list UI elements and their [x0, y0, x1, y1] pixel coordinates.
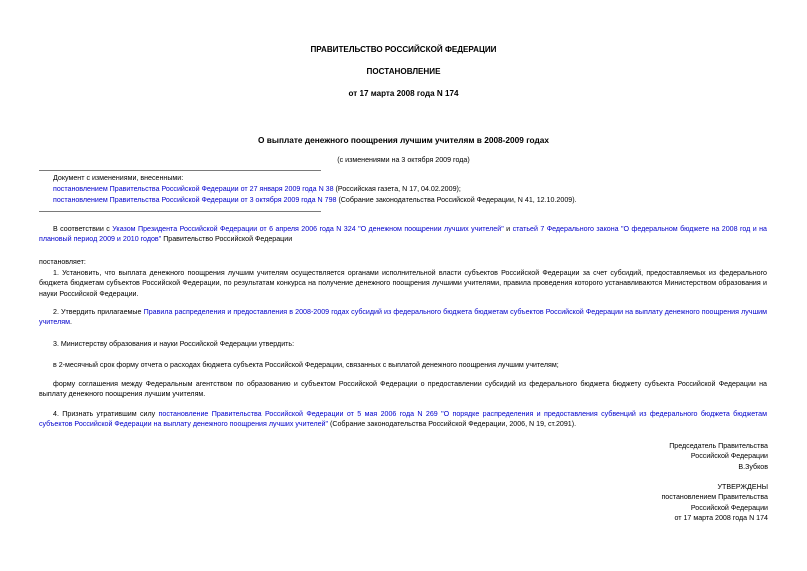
- paragraph-2: [39, 307, 767, 328]
- amendment-link-1[interactable]: постановлением Правительства Российской Федерации от 27 января 2009 года N 38: [53, 185, 334, 193]
- presidential-decree-link[interactable]: Указом Президента Российской Федерации от 6 апреля 2006 года N 324 "О денежном поощрении лучших учителей": [112, 225, 504, 233]
- amendment-source-2: (Собрание законодательства Российской Федерации, N 41, 12.10.2009).: [336, 196, 577, 204]
- paragraph-4: [39, 409, 767, 430]
- bottom-rule: [39, 211, 321, 212]
- approval-line-2: постановлением Правительства: [661, 493, 768, 502]
- approval-block: [661, 482, 768, 523]
- preamble-text-3: Правительство Российской Федерации: [161, 235, 293, 244]
- repealed-resolution-link[interactable]: постановление Правительства Российской Федерации от 5 мая 2006 года N 269 "О порядке распределения и предоставления субвенций из федерального бюджета бюджетам субъектов Российской Федерации на выплату денежного поощрения лучших учителей": [39, 410, 767, 429]
- paragraph-3-item-a: в 2-месячный срок форму отчета о расходах бюджета субъекта Российской Федерации, связанных с выплатой денежного поощрения лучшим учителям;: [53, 361, 559, 369]
- document-title: О выплате денежного поощрения лучшим учителям в 2008-2009 годах: [258, 135, 549, 145]
- preamble-paragraph: [39, 224, 767, 245]
- top-rule: [39, 170, 321, 171]
- approval-line-4: от 17 марта 2008 года N 174: [674, 513, 768, 522]
- paragraph-2-text: 2. Утвердить прилагаемые: [53, 308, 144, 316]
- preamble-text-1: В соответствии с: [53, 225, 113, 233]
- amendment-item: [53, 195, 577, 205]
- paragraph-3: 3. Министерству образования и науки Российской Федерации утвердить:: [53, 340, 295, 348]
- approval-title: УТВЕРЖДЕНЫ: [717, 483, 768, 491]
- amendments-intro: Документ с изменениями, внесенными:: [53, 174, 184, 182]
- paragraph-2-end: .: [69, 318, 72, 327]
- paragraph-1: 1. Установить, что выплата денежного поощрения лучшим учителям осуществляется органами исполнительной власти субъектов Российской Федерации за счет субсидий, предоставляемых из федерального бюджета бюджетам субъектов Российской Федерации, по результатам конкурса на получение денежного поощрения лучшими учителями, правила проведения которого устанавливаются Министерством образования и науки Российской Федерации.: [39, 269, 767, 298]
- signature-name: В.Зубков: [738, 462, 768, 471]
- header-date-number: от 17 марта 2008 года N 174: [348, 89, 459, 98]
- paragraph-4-text: 4. Признать утратившим силу: [53, 410, 159, 418]
- approval-line-3: Российской Федерации: [690, 503, 768, 512]
- header-doc-type: ПОСТАНОВЛЕНИЕ: [366, 67, 441, 76]
- amendment-source-1: (Российская газета, N 17, 04.02.2009);: [333, 185, 461, 193]
- signature-position: Председатель Правительства: [669, 442, 768, 450]
- rules-link[interactable]: Правила распределения и предоставления в 2008-2009 годах субсидий из федерального бюджета бюджетам субъектов Российской Федерации на выплату денежного поощрения лучшим учителям: [39, 308, 767, 327]
- paragraph-4-source: (Собрание законодательства Российской Федерации, 2006, N 19, ст.2091).: [328, 420, 577, 429]
- header-government: ПРАВИТЕЛЬСТВО РОССИЙСКОЙ ФЕДЕРАЦИИ: [310, 45, 497, 54]
- amendment-item: [53, 184, 461, 194]
- preamble-text-2: и: [503, 225, 513, 233]
- paragraph-3-item-b: форму соглашения между Федеральным агентством по образованию и субъектом Российской Федерации о предоставлении субсидий из федерального бюджета бюджету субъекта Российской Федерации на выплату денежного поощрения лучшим учителям.: [39, 380, 767, 399]
- signature-country: Российской Федерации: [690, 452, 768, 461]
- decree-word: постановляет:: [39, 258, 86, 266]
- federal-law-link[interactable]: статьей 7 Федерального закона "О федеральном бюджете на 2008 год и на плановый период 2009 и 2010 годов": [39, 225, 768, 244]
- amendment-link-2[interactable]: постановлением Правительства Российской Федерации от 3 октября 2009 года N 798: [53, 196, 337, 204]
- signature-block: [669, 441, 768, 472]
- amendment-note: (с изменениями на 3 октября 2009 года): [337, 156, 470, 164]
